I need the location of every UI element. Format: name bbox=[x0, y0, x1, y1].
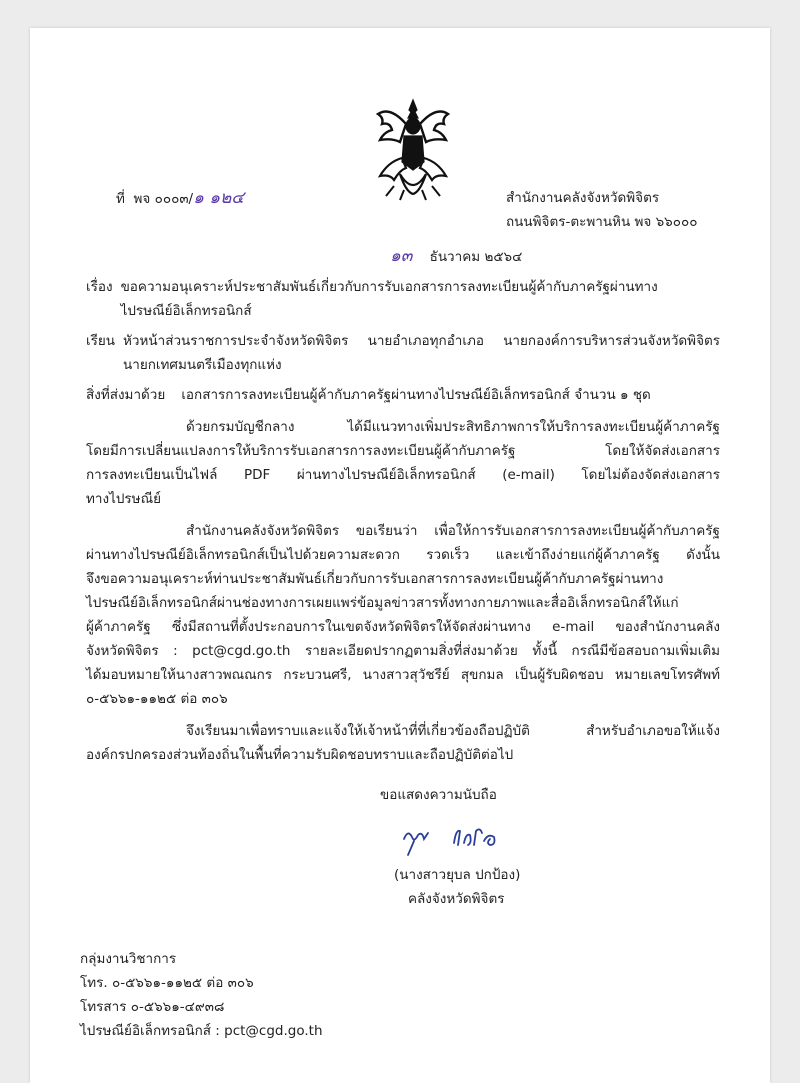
date-month-year: ธันวาคม ๒๕๖๔ bbox=[429, 249, 523, 265]
paragraph-line: ทางไปรษณีย์ bbox=[86, 491, 162, 507]
letter-page bbox=[30, 28, 770, 1083]
paragraph-2 bbox=[86, 519, 720, 711]
paragraph-line: ไปรษณีย์อิเล็กทรอนิกส์ผ่านช่องทางการเผยแพร่ข้อมูลข่าวสารทั้งทางกายภาพและสื่ออิเล็กทรอนิกส์ให้แก่ bbox=[86, 595, 679, 611]
subject-line: ขอความอนุเคราะห์ประชาสัมพันธ์เกี่ยวกับการรับเอกสารการลงทะเบียนผู้ค้ากับภาครัฐผ่านทาง bbox=[120, 279, 658, 295]
paragraph-line: จังหวัดพิจิตร : pct@cgd.go.th รายละเอียดปรากฏตามสิ่งที่ส่งมาด้วย ทั้งนี้ กรณีมีข้อสอบถามเพิ่มเติม bbox=[86, 643, 720, 659]
ref-label: ที่ bbox=[116, 191, 125, 207]
date-day-handwritten: ๑๓ bbox=[390, 246, 413, 266]
recipient-line: นายกเทศมนตรีเมืองทุกแห่ง bbox=[123, 357, 282, 373]
reference-number bbox=[86, 186, 244, 211]
paragraph-line: จึงเรียนมาเพื่อทราบและแจ้งให้เจ้าหน้าที่ที่เกี่ยวข้องถือปฏิบัติ สำหรับอำเภอขอให้แจ้ง bbox=[186, 723, 720, 739]
paragraph-line: องค์กรปกครองส่วนท้องถิ่นในพื้นที่ความรับผิดชอบทราบและถือปฏิบัติต่อไป bbox=[86, 747, 514, 763]
signer-title: คลังจังหวัดพิจิตร bbox=[408, 891, 505, 907]
paragraph-line: ผู้ค้าภาครัฐ ซึ่งมีสถานที่ตั้งประกอบการในเขตจังหวัดพิจิตรให้จัดส่งผ่านทาง e-mail ของสำนักงานคลัง bbox=[86, 619, 720, 635]
ref-handwritten-number: ๑ ๑๒๔ bbox=[193, 188, 245, 208]
recipient bbox=[86, 329, 720, 377]
paragraph-line: สำนักงานคลังจังหวัดพิจิตร ขอเรียนว่า เพื่อให้การรับเอกสารการลงทะเบียนผู้ค้ากับภาครัฐ bbox=[186, 523, 720, 539]
paragraph-3 bbox=[86, 719, 720, 767]
paragraph-line: จึงขอความอนุเคราะห์ท่านประชาสัมพันธ์เกี่ยวกับการรับเอกสารการลงทะเบียนผู้ค้ากับภาครัฐผ่านทาง bbox=[86, 571, 664, 587]
subject-line: ไปรษณีย์อิเล็กทรอนิกส์ bbox=[120, 303, 252, 319]
footer-email: ไปรษณีย์อิเล็กทรอนิกส์ : pct@cgd.go.th bbox=[80, 1023, 323, 1039]
paragraph-1 bbox=[86, 415, 720, 511]
subject bbox=[86, 275, 720, 323]
letter-content bbox=[30, 28, 770, 1083]
letter-header bbox=[86, 186, 720, 234]
footer bbox=[80, 947, 720, 1043]
paragraph-line: ได้มอบหมายให้นางสาวพณณกร กระบวนศรี, นางสาวสุวัชรีย์ สุขกมล เป็นผู้รับผิดชอบ หมายเลขโทรศัพท์ bbox=[86, 667, 720, 683]
office-address: ถนนพิจิตร-ตะพานหิน พจ ๖๖๐๐๐ bbox=[506, 214, 698, 230]
closing-salutation: ขอแสดงความนับถือ bbox=[380, 787, 497, 803]
footer-phone: โทร. ๐-๕๖๖๑-๑๑๒๕ ต่อ ๓๐๖ bbox=[80, 975, 254, 991]
paragraph-line: ๐-๕๖๖๑-๑๑๒๕ ต่อ ๓๐๖ bbox=[86, 691, 228, 707]
footer-department: กลุ่มงานวิชาการ bbox=[80, 951, 177, 967]
closing bbox=[86, 783, 720, 911]
ref-number: พจ ๐๐๐๓/ bbox=[133, 191, 194, 207]
signature bbox=[400, 819, 510, 859]
office-name: สำนักงานคลังจังหวัดพิจิตร bbox=[506, 190, 660, 206]
paragraph-line: ผ่านทางไปรษณีย์อิเล็กทรอนิกส์เป็นไปด้วยความสะดวก รวดเร็ว และเข้าถึงง่ายแก่ผู้ค้าภาครัฐ ดังนั้น bbox=[86, 547, 720, 563]
footer-fax: โทรสาร ๐-๕๖๖๑-๔๙๓๘ bbox=[80, 999, 225, 1015]
letter-date bbox=[86, 244, 720, 269]
enclosure-text: เอกสารการลงทะเบียนผู้ค้ากับภาครัฐผ่านทางไปรษณีย์อิเล็กทรอนิกส์ จำนวน ๑ ชุด bbox=[181, 387, 651, 403]
subject-label: เรื่อง bbox=[86, 279, 113, 295]
enclosure bbox=[86, 383, 720, 407]
paragraph-line: การลงทะเบียนเป็นไฟล์ PDF ผ่านทางไปรษณีย์อิเล็กทรอนิกส์ (e-mail) โดยไม่ต้องจัดส่งเอกสาร bbox=[86, 467, 720, 483]
signer-name: (นางสาวยุบล ปกป้อง) bbox=[394, 867, 521, 883]
paragraph-line: ด้วยกรมบัญชีกลาง ได้มีแนวทางเพิ่มประสิทธิภาพการให้บริการลงทะเบียนผู้ค้าภาครัฐ bbox=[186, 419, 720, 435]
recipient-line: หัวหน้าส่วนราชการประจำจังหวัดพิจิตร นายอำเภอทุกอำเภอ นายกองค์การบริหารส่วนจังหวัดพิจิตร bbox=[123, 333, 720, 349]
recipient-label: เรียน bbox=[86, 333, 116, 349]
office-block bbox=[506, 186, 720, 234]
paragraph-line: โดยมีการเปลี่ยนแปลงการให้บริการรับเอกสารการลงทะเบียนผู้ค้ากับภาครัฐ โดยให้จัดส่งเอกสาร bbox=[86, 443, 720, 459]
enclosure-label: สิ่งที่ส่งมาด้วย bbox=[86, 387, 166, 403]
